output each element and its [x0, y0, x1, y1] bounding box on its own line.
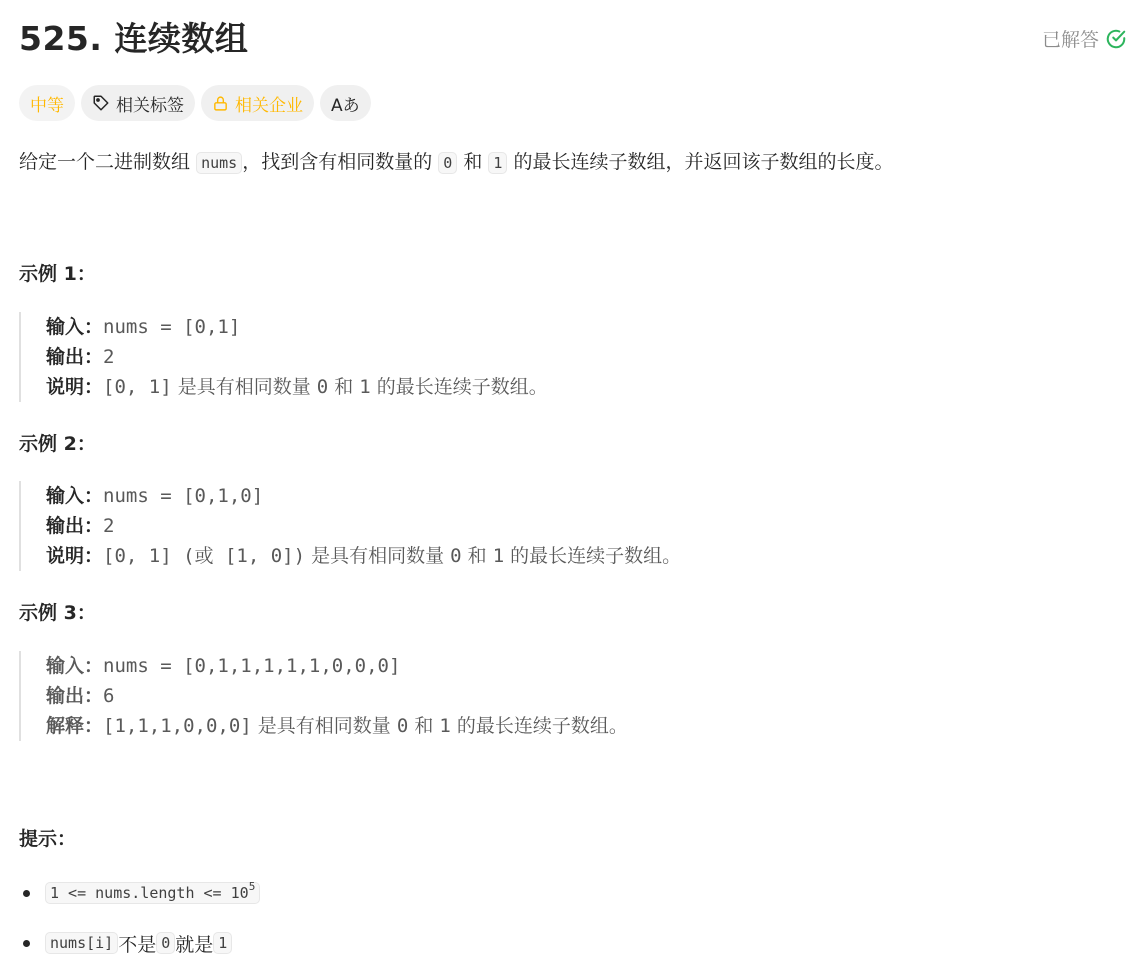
superscript: 5: [248, 880, 256, 893]
explanation-code: 1: [439, 715, 451, 737]
output-label: 输出：: [46, 515, 104, 537]
explanation-code: 1: [359, 376, 371, 398]
input-label: 输入：: [46, 655, 104, 677]
bullet-icon: [23, 890, 30, 897]
explanation-code: 0: [450, 545, 462, 567]
check-circle-icon: [1105, 28, 1127, 50]
explanation-label: 说明：: [46, 376, 104, 398]
example-output: [46, 342, 548, 372]
constraint-item: [19, 926, 260, 960]
inline-code: nums[i]: [45, 932, 118, 954]
problem-title: 525. 连续数组: [19, 19, 249, 58]
explanation-text: 是具有相同数量: [171, 376, 317, 398]
example-block: [19, 312, 548, 402]
output-value: 2: [103, 515, 115, 537]
difficulty-label: 中等: [30, 95, 64, 116]
desc-text: ，找到含有相同数量的: [242, 151, 433, 173]
explanation-text: 的最长连续子数组。: [504, 545, 682, 567]
explanation-code: [1,1,1,0,0,0]: [103, 715, 252, 737]
title-row: [19, 16, 1127, 62]
desc-text: 给定一个二进制数组: [19, 151, 191, 173]
explanation-code: [0, 1]: [103, 376, 172, 398]
example-output: [46, 681, 628, 711]
solved-status: [1042, 25, 1127, 52]
output-value: 6: [103, 685, 115, 707]
explanation-code: 0: [316, 376, 329, 398]
tag-bar: [19, 85, 371, 121]
input-label: 输入：: [46, 316, 104, 338]
explanation-text: 和: [461, 545, 493, 567]
translate-icon: Aあ: [331, 95, 360, 116]
example-explanation: [46, 372, 548, 402]
explanation-code: 0: [396, 715, 409, 737]
example-explanation: [46, 711, 628, 741]
constraint-code: 1 <= nums.length <= 10: [50, 884, 249, 902]
explanation-text: 的最长连续子数组。: [370, 376, 548, 398]
explanation-label: 说明：: [46, 545, 104, 567]
output-value: 2: [103, 346, 115, 368]
input-value: nums = [0,1]: [103, 316, 241, 338]
topics-label: 相关标签: [116, 95, 184, 116]
example-heading: 示例 3：: [19, 602, 96, 624]
translate-button[interactable]: [320, 85, 371, 121]
input-value: nums = [0,1,1,1,1,1,0,0,0]: [103, 655, 401, 677]
constraints-heading: 提示：: [19, 828, 77, 850]
inline-code: [45, 882, 260, 904]
explanation-text: 是具有相同数量: [251, 715, 397, 737]
constraint-text: 就是: [175, 933, 214, 956]
inline-code: nums: [196, 152, 242, 174]
explanation-code: 1: [492, 545, 505, 567]
companies-label: 相关企业: [235, 95, 303, 116]
input-label: 输入：: [46, 485, 104, 507]
lock-icon: [212, 95, 229, 112]
output-label: 输出：: [46, 685, 104, 707]
example-output: [46, 511, 681, 541]
example-heading: 示例 1：: [19, 263, 96, 285]
inline-code: 0: [156, 932, 175, 954]
problem-description: [19, 147, 893, 178]
tag-icon: [92, 94, 110, 112]
inline-code: 1: [213, 932, 232, 954]
explanation-text: 和: [408, 715, 440, 737]
constraints-list: [19, 876, 260, 976]
example-block: [19, 481, 681, 571]
inline-code: 0: [438, 152, 457, 174]
companies-tag-button[interactable]: [201, 85, 314, 121]
example-explanation: [46, 541, 681, 571]
example-heading: 示例 2：: [19, 433, 96, 455]
input-value: nums = [0,1,0]: [103, 485, 264, 507]
explanation-text: 和: [328, 376, 360, 398]
inline-code: 1: [488, 152, 507, 174]
desc-text: 的最长连续子数组，并返回该子数组的长度。: [513, 151, 894, 173]
example-input: [46, 312, 548, 342]
constraint-item: [19, 876, 260, 910]
bullet-icon: [23, 940, 30, 947]
topics-tag-button[interactable]: [81, 85, 195, 121]
explanation-code: [0, 1] (或 [1, 0]): [103, 545, 306, 567]
example-block: [19, 651, 628, 741]
solved-label: 已解答: [1041, 29, 1099, 51]
example-input: [46, 651, 628, 681]
output-label: 输出：: [46, 346, 104, 368]
desc-text: 和: [463, 151, 483, 173]
explanation-text: 是具有相同数量: [305, 545, 451, 567]
difficulty-badge[interactable]: [19, 85, 75, 121]
explanation-label: 解释：: [46, 715, 104, 737]
explanation-text: 的最长连续子数组。: [450, 715, 628, 737]
example-input: [46, 481, 681, 511]
constraint-text: 不是: [118, 933, 157, 956]
